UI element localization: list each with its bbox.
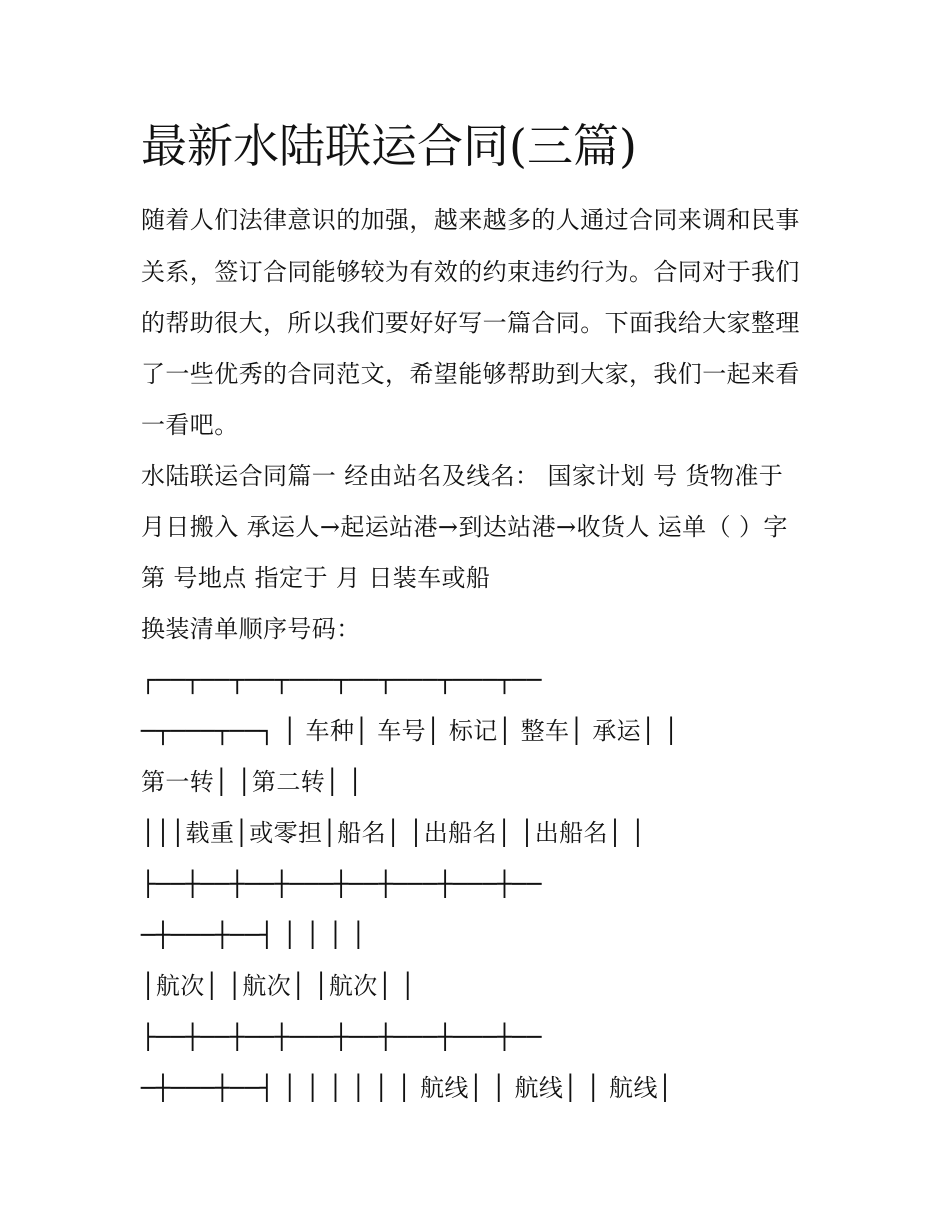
- contract-line: 水陆联运合同篇一 经由站名及线名： 国家计划 号 货物准于: [141, 462, 784, 490]
- table-line: │航次│ │航次│ │航次│ │: [141, 972, 416, 1000]
- paragraph-line: 的帮助很大，所以我们要好好写一篇合同。下面我给大家整理: [141, 309, 800, 337]
- table-line: ─┬───┬──┐ │ 车种│ 车号│ 标记│ 整车│ 承运│ │: [141, 717, 679, 745]
- table-line: ┌──┬──┬──┬───┬──┬───┬───┬──: [141, 666, 542, 694]
- contract-line: 月日搬入 承运人→起运站港→到达站港→收货人 运单（ ）字: [141, 513, 788, 541]
- contract-line: 第 号地点 指定于 月 日装车或船: [141, 564, 491, 592]
- contract-line: 换装清单顺序号码：: [141, 615, 361, 643]
- table-line: ─┼───┼──┤ │ │ │ │: [141, 921, 367, 949]
- table-line: │││载重│或零担│船名│ │出船名│ │出船名│ │: [141, 819, 646, 847]
- paragraph-line: 随着人们法律意识的加强，越来越多的人通过合同来调和民事: [141, 206, 800, 234]
- document-title: 最新水陆联运合同(三篇): [141, 119, 637, 173]
- table-line: ├──┼──┼──┼───┼──┼───┼───┼──: [141, 870, 542, 898]
- table-line: 第一转│ │第二转│ │: [141, 768, 363, 796]
- paragraph-line: 一看吧。: [141, 411, 239, 439]
- paragraph-line: 关系，签订合同能够较为有效的约束违约行为。合同对于我们: [141, 258, 800, 286]
- table-line: ├──┼──┼──┼───┼──┼───┼───┼──: [141, 1023, 542, 1051]
- table-line: ─┼───┼──┤ │ │ │ │ │ │ 航线│ │ 航线│ │ 航线│: [141, 1074, 673, 1102]
- paragraph-line: 了一些优秀的合同范文，希望能够帮助到大家，我们一起来看: [141, 360, 800, 388]
